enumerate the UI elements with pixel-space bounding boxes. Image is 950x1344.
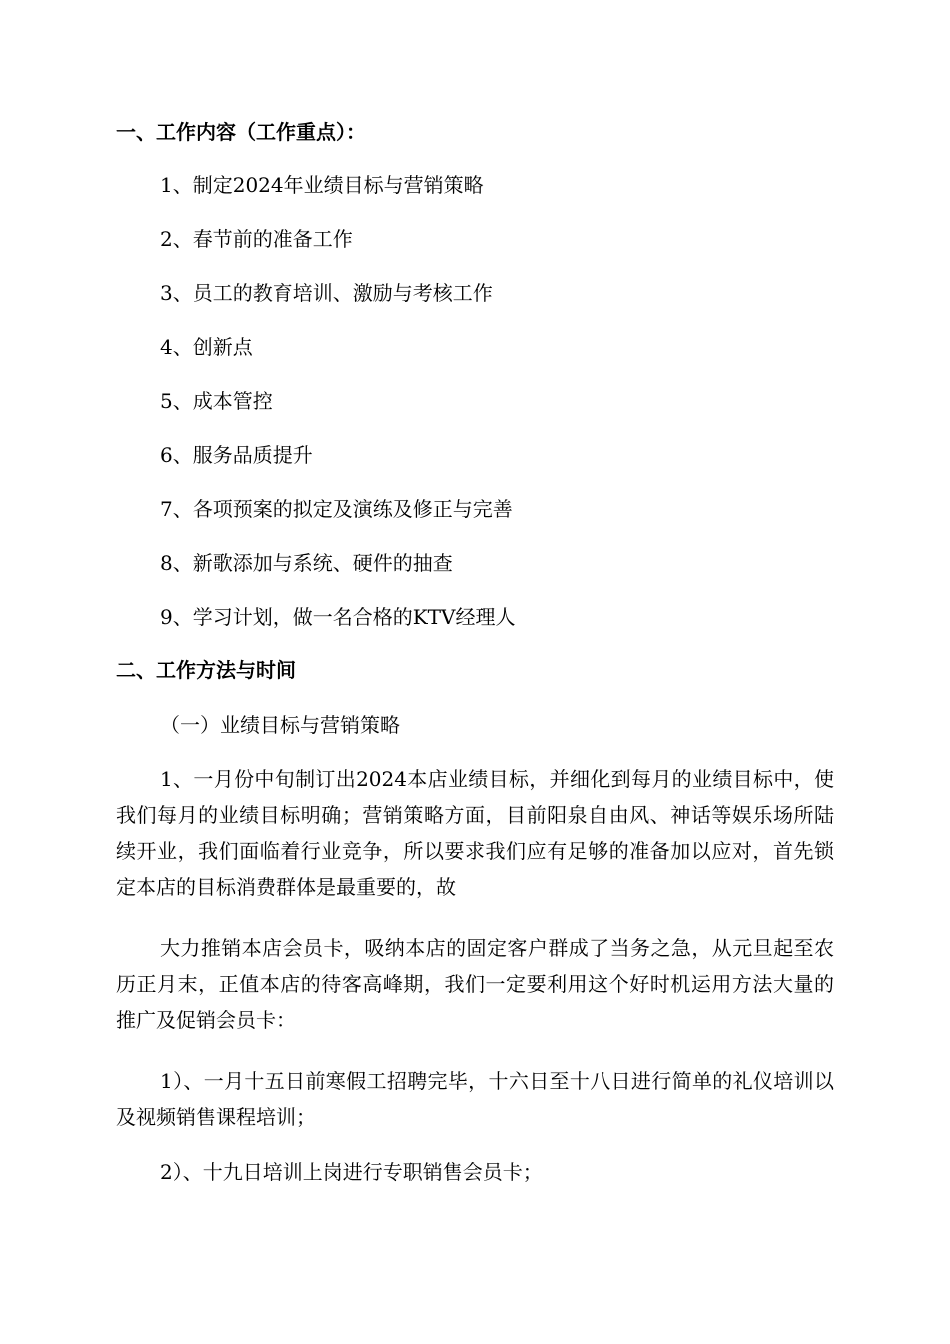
subsection-heading: （一）业绩目标与营销策略 xyxy=(160,713,400,737)
body-paragraph: 2）、十九日培训上岗进行专职销售会员卡； xyxy=(160,1160,543,1184)
body-paragraph: 大力推销本店会员卡，吸纳本店的固定客户群成了当务之急，从元旦起至农历正月末，正值本店的待客高峰期，我们一定要利用这个好时机运用方法大量的推广及促销会员卡： xyxy=(116,936,834,1032)
body-paragraph: 1）、一月十五日前寒假工招聘完毕，十六日至十八日进行简单的礼仪培训以及视频销售课程培训； xyxy=(116,1069,834,1129)
list-item: 1、制定2024年业绩目标与营销策略 xyxy=(160,173,484,197)
list-item: 5、成本管控 xyxy=(160,389,273,413)
section-heading-work-content: 一、工作内容（工作重点）： xyxy=(116,120,366,144)
list-item: 3、员工的教育培训、激励与考核工作 xyxy=(160,281,493,305)
list-item: 7、各项预案的拟定及演练及修正与完善 xyxy=(160,497,513,521)
list-item: 6、服务品质提升 xyxy=(160,443,313,467)
list-item: 8、新歌添加与系统、硬件的抽查 xyxy=(160,551,453,575)
section-heading-methods-time: 二、工作方法与时间 xyxy=(116,658,296,682)
list-item: 9、学习计划，做一名合格的KTV经理人 xyxy=(160,605,516,629)
list-item: 2、春节前的准备工作 xyxy=(160,227,353,251)
body-paragraph: 1、一月份中旬制订出2024本店业绩目标，并细化到每月的业绩目标中，使我们每月的业绩目标明确；营销策略方面，目前阳泉自由风、神话等娱乐场所陆续开业，我们面临着行业竞争，所以要求我们应有足够的准备加以应对，首先锁定本店的目标消费群体是最重要的，故 xyxy=(116,767,834,899)
list-item: 4、创新点 xyxy=(160,335,253,359)
